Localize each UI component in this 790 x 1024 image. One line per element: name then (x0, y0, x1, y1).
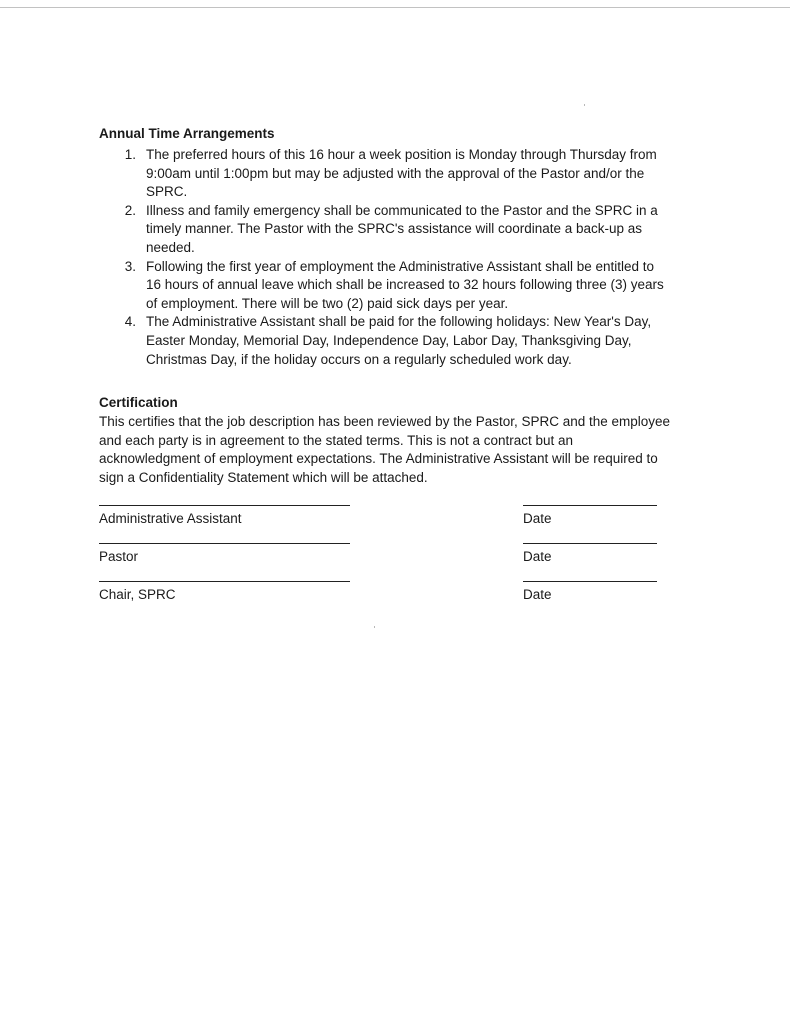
list-item (99, 146, 719, 202)
scan-speck (584, 104, 585, 106)
list-item-number: 2. (124, 202, 136, 218)
signature-line (99, 543, 350, 544)
annual-time-list (99, 146, 719, 369)
date-label: Date (523, 587, 552, 602)
certification-body: This certifies that the job description has been reviewed by the Pastor, SPRC and the employee and each party is in agreement to the stated terms. This is not a contract but an acknowledgment of employment expectations. The Administrative Assistant will be required to sign a Confidentiality Statement which will be attached. (99, 414, 671, 485)
date-line (523, 581, 657, 582)
list-item-text: Illness and family emergency shall be communicated to the Pastor and the SPRC in a timely manner. The Pastor with the SPRC's assistance will coordinate a back-up as needed. (146, 202, 658, 255)
scan-top-edge (0, 7, 790, 8)
date-label: Date (523, 511, 552, 526)
signature-label-chair-sprc: Chair, SPRC (99, 587, 176, 602)
list-item-text: Following the first year of employment the Administrative Assistant shall be entitled to 16 hours of annual leave which shall be increased to 32 hours following three (3) years of employment. There will be two (2) paid sick days per year. (146, 258, 664, 311)
signature-label-pastor: Pastor (99, 549, 139, 564)
list-item (99, 258, 719, 314)
signature-line (99, 505, 350, 506)
list-item-number: 3. (124, 258, 136, 274)
date-line (523, 505, 657, 506)
certification-heading: Certification (99, 395, 178, 410)
list-item-number: 4. (124, 314, 136, 330)
annual-time-heading: Annual Time Arrangements (99, 126, 275, 141)
list-item-text: The preferred hours of this 16 hour a week position is Monday through Thursday from 9:00am until 1:00pm but may be adjusted with the approval of the Pastor and/or the SPRC. (146, 147, 657, 200)
list-item (99, 202, 719, 258)
date-label: Date (523, 549, 552, 564)
signature-line (99, 581, 350, 582)
list-item-text: The Administrative Assistant shall be paid for the following holidays: New Year's Day, Easter Monday, Memorial Day, Independence Day, Labor Day, Thanksgiving Day, Christmas Day, if the holiday occurs on a regularly scheduled work day. (146, 314, 652, 367)
scan-speck (374, 626, 375, 628)
signature-label-admin-assistant: Administrative Assistant (99, 511, 242, 526)
date-line (523, 543, 657, 544)
list-item-number: 1. (124, 147, 136, 162)
list-item (99, 313, 719, 369)
